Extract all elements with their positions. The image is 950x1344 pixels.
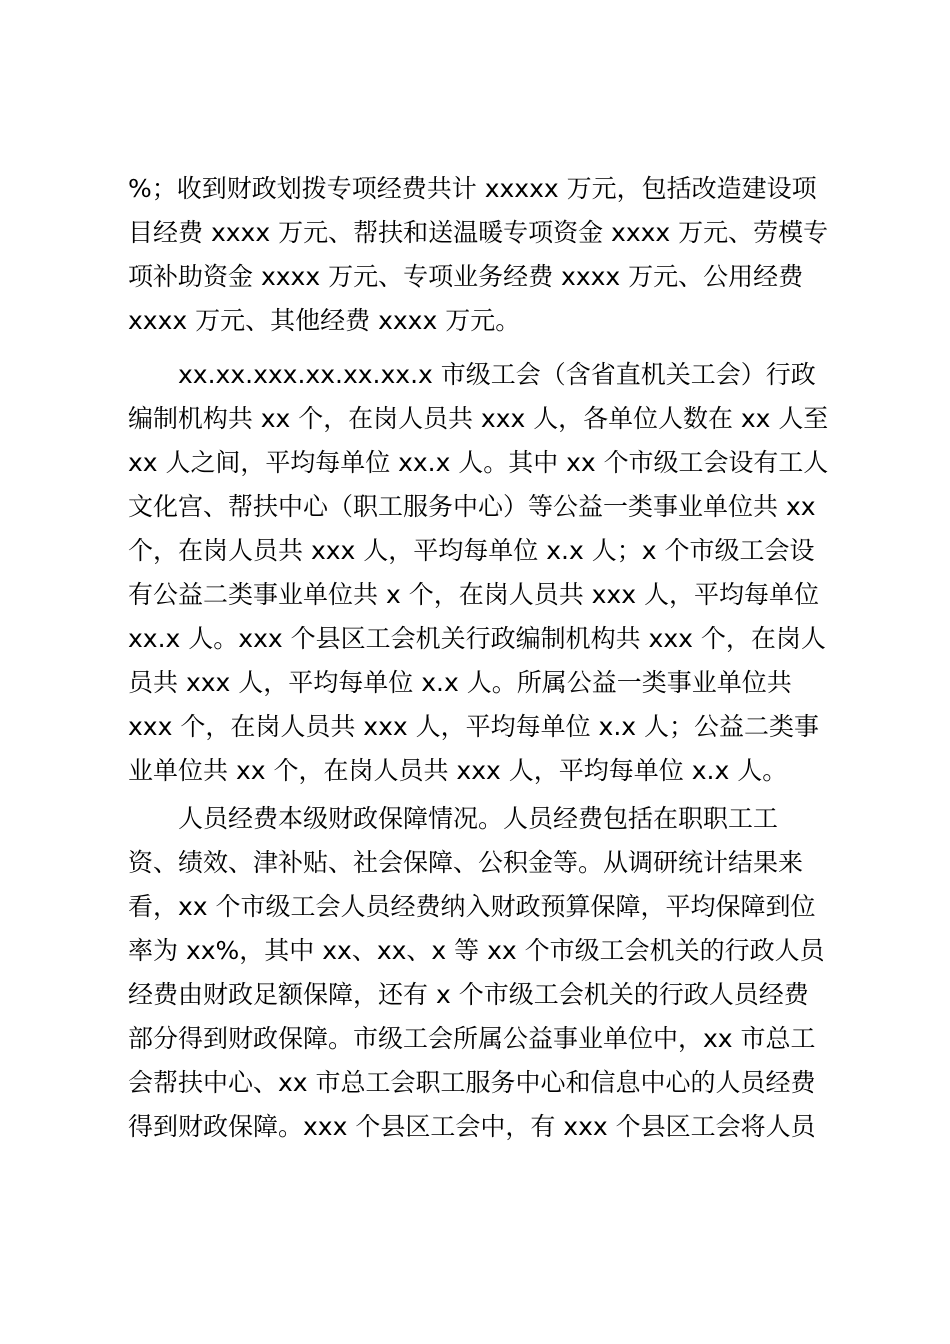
paragraph-2-line-7: xx.x 人。xxx 个县区工会机关行政编制机构共 xxx 个，在岗人 bbox=[128, 624, 826, 653]
paragraph-2-line-10: 业单位共 xx 个，在岗人员共 xxx 人，平均每单位 x.x 人。 bbox=[128, 756, 788, 785]
paragraph-3-line-7: 会帮扶中心、xx 市总工会职工服务中心和信息中心的人员经费 bbox=[128, 1068, 816, 1097]
paragraph-2-line-3: xx 人之间，平均每单位 xx.x 人。其中 xx 个市级工会设有工人 bbox=[128, 448, 829, 477]
paragraph-3-line-4: 率为 xx%，其中 xx、xx、x 等 xx 个市级工会机关的行政人员 bbox=[128, 936, 825, 965]
paragraph-1-line-2: 目经费 xxxx 万元、帮扶和送温暖专项资金 xxxx 万元、劳模专 bbox=[128, 218, 829, 247]
paragraph-3-line-3: 看，xx 个市级工会人员经费纳入财政预算保障，平均保障到位 bbox=[128, 892, 816, 921]
paragraph-2-line-2: 编制机构共 xx 个，在岗人员共 xxx 人，各单位人数在 xx 人至 bbox=[128, 404, 829, 433]
paragraph-1-line-1: %；收到财政划拨专项经费共计 xxxxx 万元，包括改造建设项 bbox=[128, 174, 817, 203]
paragraph-3-line-5: 经费由财政足额保障，还有 x 个市级工会机关的行政人员经费 bbox=[128, 980, 809, 1009]
paragraph-2-line-8: 员共 xxx 人，平均每单位 x.x 人。所属公益一类事业单位共 bbox=[128, 668, 792, 697]
paragraph-1-line-3: 项补助资金 xxxx 万元、专项业务经费 xxxx 万元、公用经费 bbox=[128, 262, 804, 291]
paragraph-2-line-9: xxx 个，在岗人员共 xxx 人，平均每单位 x.x 人；公益二类事 bbox=[128, 712, 820, 741]
paragraph-1-line-4: xxxx 万元、其他经费 xxxx 万元。 bbox=[128, 306, 521, 335]
paragraph-3-line-6: 部分得到财政保障。市级工会所属公益事业单位中，xx 市总工 bbox=[128, 1024, 816, 1053]
paragraph-3-line-1: 人员经费本级财政保障情况。人员经费包括在职职工工 bbox=[178, 804, 779, 833]
paragraph-2-line-1: xx.xx.xxx.xx.xx.xx.x 市级工会（含省直机关工会）行政 bbox=[178, 360, 816, 389]
paragraph-3-line-2: 资、绩效、津补贴、社会保障、公积金等。从调研统计结果来 bbox=[128, 848, 804, 877]
paragraph-2-line-5: 个，在岗人员共 xxx 人，平均每单位 x.x 人；x 个市级工会设 bbox=[128, 536, 815, 565]
paragraph-2-line-4: 文化宫、帮扶中心（职工服务中心）等公益一类事业单位共 xx bbox=[128, 492, 816, 521]
paragraph-2-line-6: 有公益二类事业单位共 x 个，在岗人员共 xxx 人，平均每单位 bbox=[128, 580, 819, 609]
paragraph-3-line-8: 得到财政保障。xxx 个县区工会中，有 xxx 个县区工会将人员 bbox=[128, 1112, 816, 1141]
